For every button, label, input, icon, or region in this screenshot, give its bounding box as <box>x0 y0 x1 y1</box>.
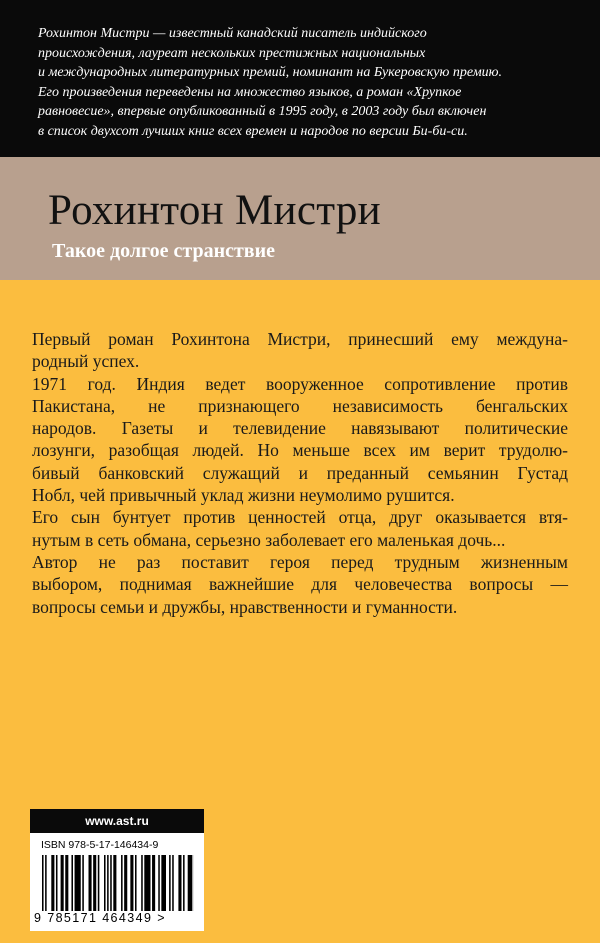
bio-line: и международных литературных премий, номинант на Букеровскую премию. <box>38 65 502 80</box>
bio-band <box>0 0 600 157</box>
text-line: Нобл, чей привычный уклад жизни неумолимо рушится. <box>32 485 455 506</box>
text-line: вопросы семьи и дружбы, нравственности и гуманности. <box>32 596 458 617</box>
bio-line: Его произведения переведены на множество языков, а роман «Хрупкое <box>38 84 462 100</box>
barcode-digits: 9 785171 464349 > <box>34 911 166 925</box>
book-title: Такое долгое странствие <box>52 240 276 262</box>
author-bio <box>38 24 568 141</box>
text-line: Первый роман Рохинтона Мистри, принесший ему междуна- <box>32 329 568 349</box>
bio-line: Рохинтон Мистри — известный канадский писатель индийского <box>38 26 427 41</box>
bio-line: в список двухсот лучших книг всех времен и народов по версии Би-би-си. <box>38 123 468 139</box>
barcode-block <box>30 809 204 931</box>
text-line: нутым в сеть обмана, серьезно заболевает его маленькая дочь... <box>32 529 506 550</box>
website-label: www.ast.ru <box>30 809 204 833</box>
barcode-box <box>30 833 204 931</box>
bio-line: равновесие», впервые опубликованный в 1995 году, в 2003 году был включен <box>38 104 487 119</box>
text-line: Пакистана, не признающего независимость бенгальских <box>32 395 568 416</box>
text-line: народов. Газеты и телевидение навязывают политические <box>32 418 568 439</box>
text-line: Автор не раз поставит героя перед трудным жизненным <box>32 551 568 572</box>
text-line: 1971 год. Индия ведет вооруженное сопротивление против <box>32 373 568 394</box>
text-line: бивый банковский служащий и преданный семьянин Густад <box>32 462 568 483</box>
author-name: Рохинтон Мистри <box>48 187 381 234</box>
description-paragraph <box>32 506 568 551</box>
text-line: родный успех. <box>32 351 140 372</box>
bio-line: происхождения, лауреат нескольких престижных национальных <box>38 45 426 61</box>
text-line: Его сын бунтует против ценностей отца, друг оказывается втя- <box>32 507 568 528</box>
description <box>32 328 568 618</box>
description-paragraph <box>32 373 568 507</box>
title-band <box>0 157 600 280</box>
text-line: лозунги, разобщая людей. Но меньше всех им верит трудолю- <box>32 440 568 461</box>
isbn-label: ISBN 978-5-17-146434-9 <box>41 839 159 851</box>
description-paragraph <box>32 551 568 618</box>
barcode-icon <box>40 855 194 911</box>
description-paragraph <box>32 328 568 373</box>
text-line: выбором, поднимая важнейшие для человечества вопросы — <box>32 574 568 595</box>
